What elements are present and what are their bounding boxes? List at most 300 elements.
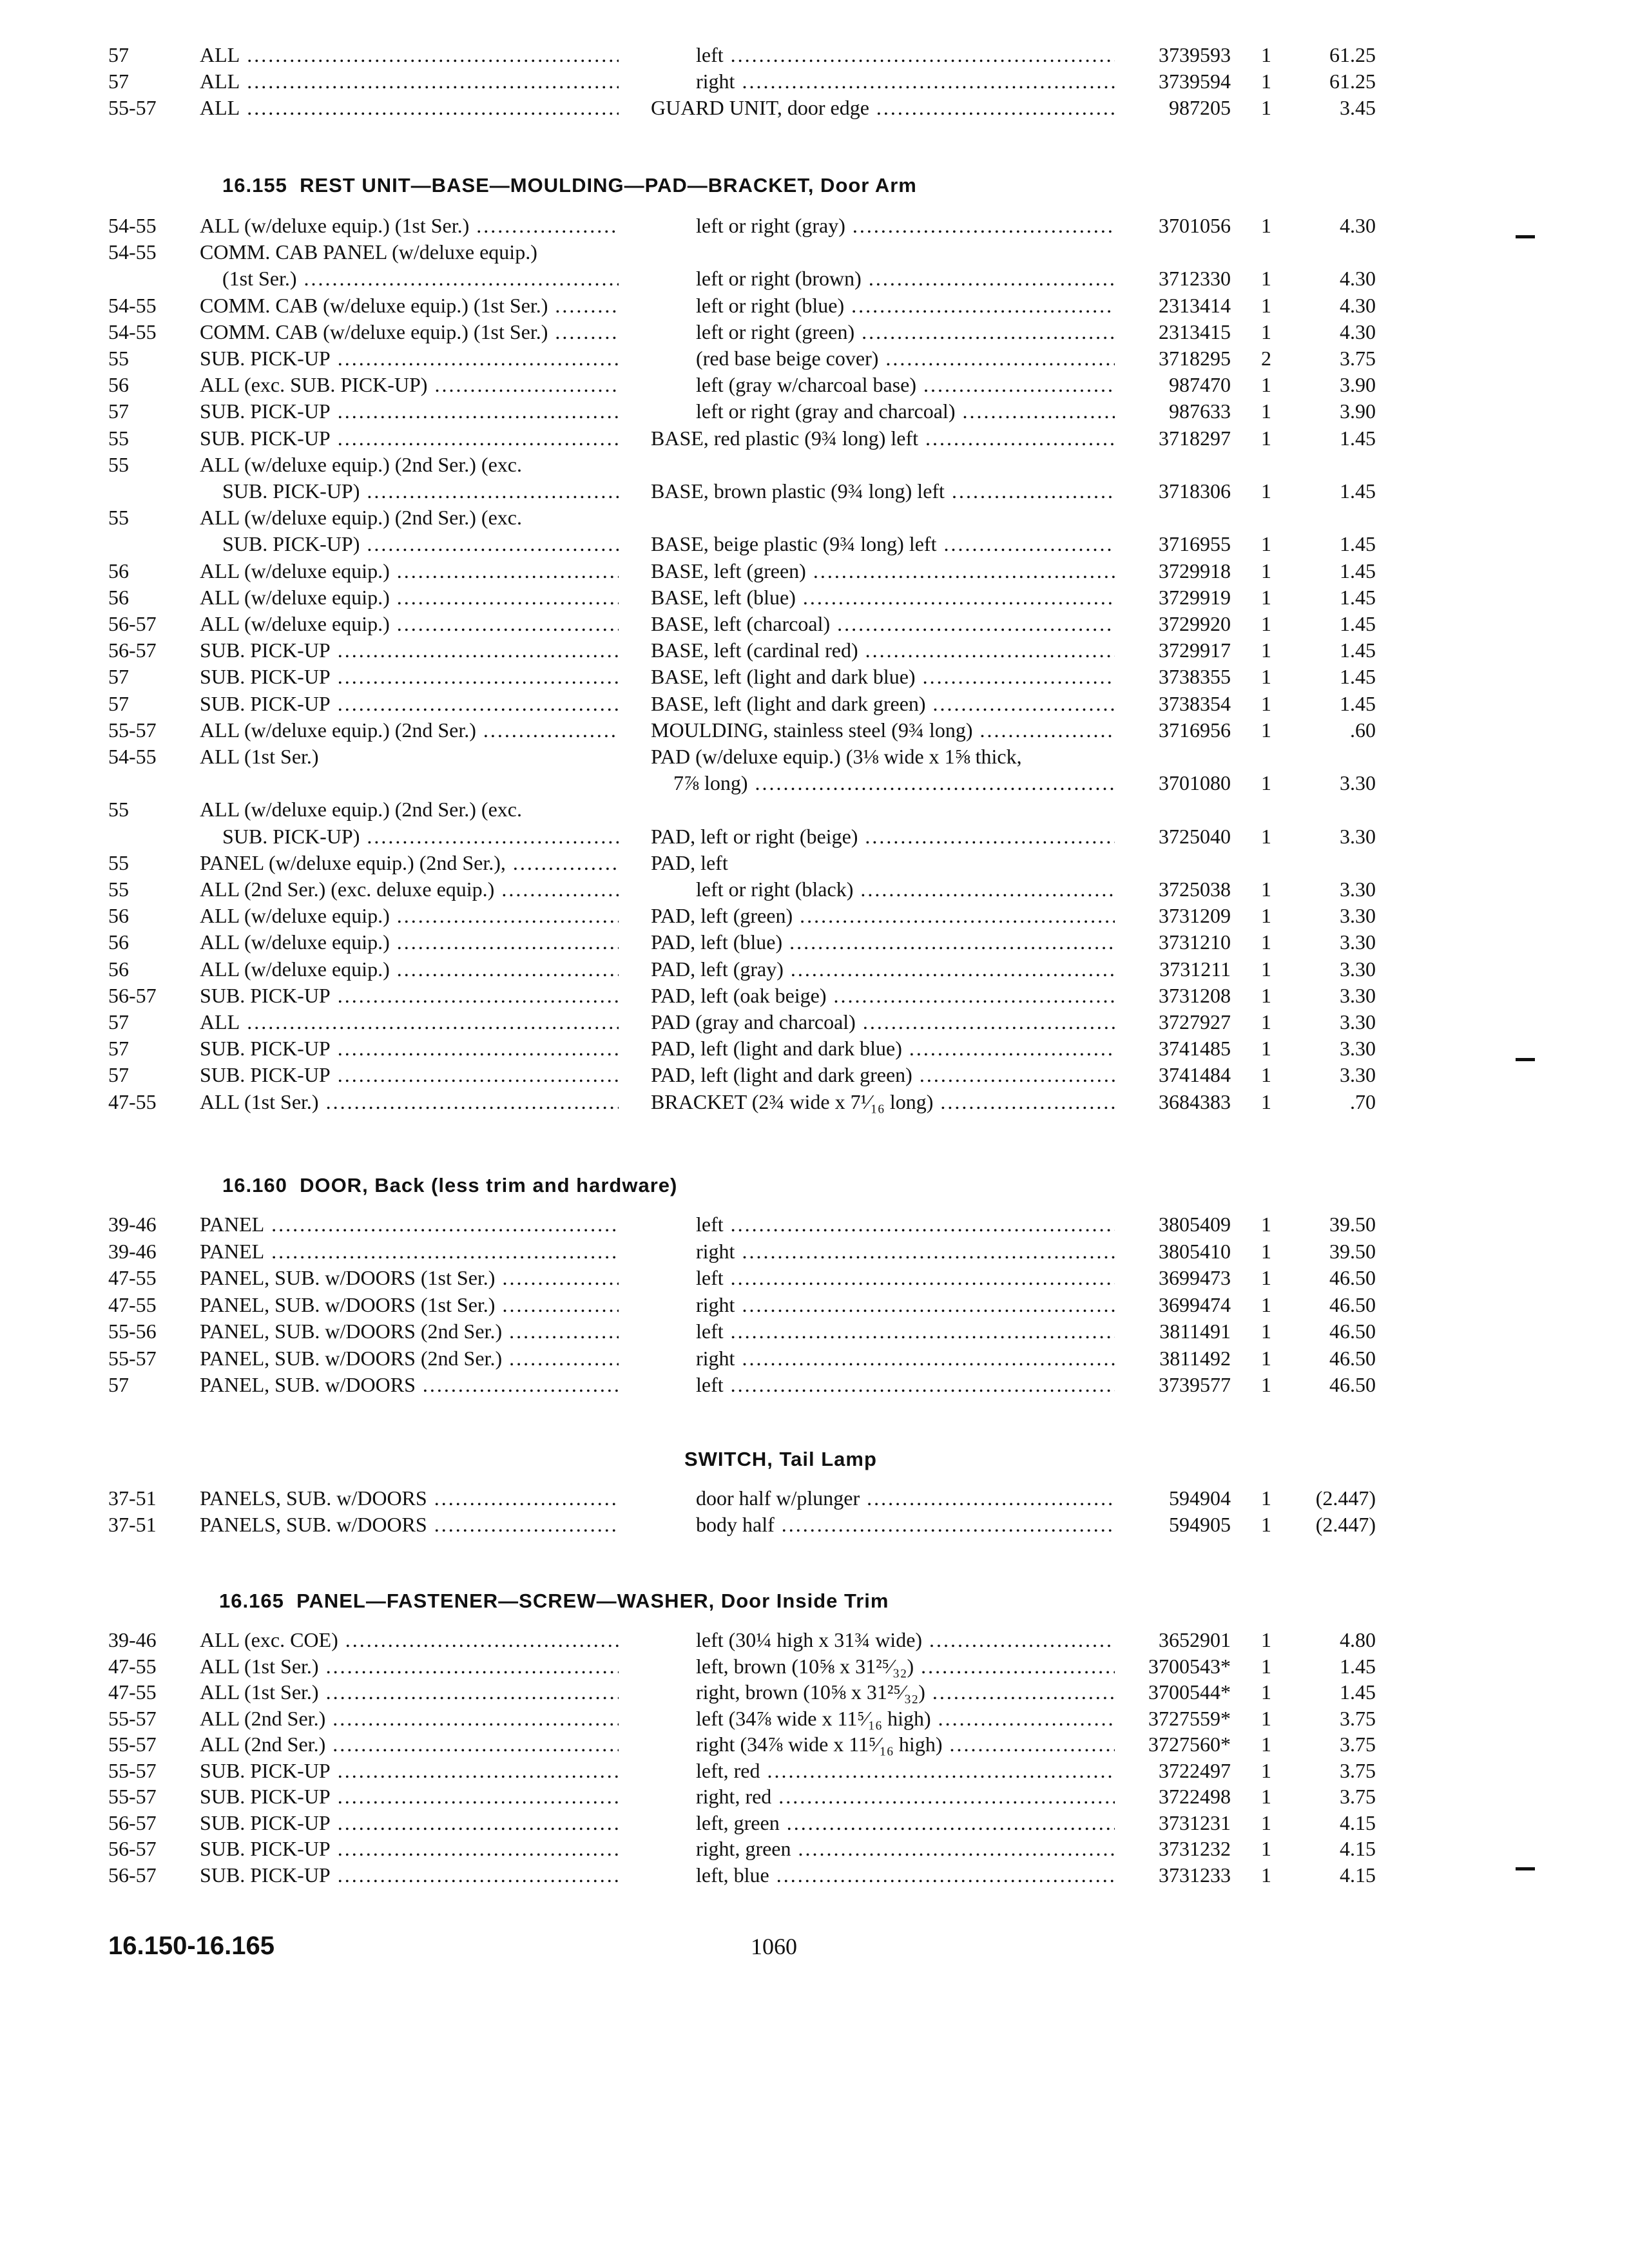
year-cell: 39-46 [108,1213,157,1236]
table-row [0,584,1629,611]
part-number-cell: 3741484 [1159,1063,1231,1087]
year-cell: 54-55 [108,240,157,264]
price-cell: (2.447) [1315,1513,1376,1536]
table-row [0,1009,1629,1035]
margin-mark [1516,1058,1535,1061]
year-cell: 56 [108,957,129,981]
price-cell: 1.45 [1340,612,1376,635]
description-cell: BASE, left (green) ..... [651,558,1115,584]
part-number-cell: 3699473 [1159,1266,1231,1289]
year-cell: 55 [108,506,129,530]
price-cell: 4.30 [1340,320,1376,343]
description-cell: right, green ..... [651,1836,1115,1862]
price-cell: 3.30 [1340,878,1376,901]
table-row [0,265,1629,292]
part-number-cell: 3712330 [1159,267,1231,291]
year-cell: 57 [108,43,129,66]
price-cell: 3.90 [1340,373,1376,397]
table-row [0,1627,1629,1653]
description-cell: left ..... [651,1265,1115,1291]
part-number-cell: 987205 [1169,96,1231,119]
year-cell: 54-55 [108,293,157,317]
price-cell: 3.30 [1340,1037,1376,1061]
year-cell: 54-55 [108,745,157,768]
model-cell: ALL (w/deluxe equip.) (2nd Ser.) ..... [200,717,619,744]
table-row [0,929,1629,956]
description-cell: PAD, left [651,850,728,874]
table-row [0,239,1629,265]
table-row [0,1758,1629,1784]
model-cell: COMM. CAB (w/deluxe equip.) (1st Ser.) ..... [200,293,619,319]
year-cell: 55-57 [108,1706,157,1730]
model-cell: SUB. PICK-UP ..... [200,691,619,717]
table-row [0,903,1629,929]
description-cell: PAD (w/deluxe equip.) (3⅛ wide x 1⅝ thick, [651,745,1022,768]
section-heading-16-160 [222,1173,677,1198]
price-cell: 3.45 [1340,96,1376,119]
table-row [0,717,1629,744]
quantity-cell: 1 [1261,1680,1271,1704]
quantity-cell: 1 [1261,824,1271,848]
part-number-cell: 3729917 [1159,639,1231,662]
description-cell: left or right (green) ..... [651,319,1115,345]
year-cell: 55 [108,426,129,450]
quantity-cell: 1 [1261,1239,1271,1263]
quantity-cell: 1 [1261,612,1271,635]
quantity-cell: 1 [1261,1837,1271,1860]
section-number: 16.155 [222,174,287,197]
table-row [0,213,1629,239]
price-cell: .60 [1350,718,1376,742]
part-number-cell: 3729918 [1159,559,1231,582]
year-cell: 39-46 [108,1628,157,1651]
price-cell: 4.80 [1340,1628,1376,1651]
quantity-cell: 1 [1261,320,1271,343]
price-cell: 3.75 [1340,1758,1376,1782]
year-cell: 56 [108,373,129,397]
table-row [0,956,1629,983]
description-cell: left, brown (10⅝ x 31²⁵⁄₃₂) ..... [651,1653,1115,1680]
description-cell: left, blue ..... [651,1862,1115,1888]
description-cell: left (34⅞ wide x 11⁵⁄₁₆ high) ..... [651,1706,1115,1732]
price-cell: 4.30 [1340,267,1376,291]
model-cell: ALL (1st Ser.) ..... [200,1089,619,1115]
description-cell: right (34⅞ wide x 11⁵⁄₁₆ high) ..... [651,1731,1115,1758]
table-row [0,1512,1629,1538]
year-cell: 57 [108,1037,129,1061]
table-row [0,637,1629,664]
model-cell: ALL (w/deluxe equip.) (2nd Ser.) (exc. [200,506,522,530]
part-number-cell: 3739577 [1159,1373,1231,1396]
price-cell: 3.30 [1340,1063,1376,1087]
section-title: REST UNIT—BASE—MOULDING—PAD—BRACKET, Door Arm [300,174,917,197]
description-cell: MOULDING, stainless steel (9¾ long) ..... [651,717,1115,744]
model-cell: ALL ..... [200,68,619,95]
description-cell: left (30¼ high x 31¾ wide) ..... [651,1627,1115,1653]
description-cell: right ..... [651,1345,1115,1372]
model-cell: SUB. PICK-UP ..... [200,425,619,452]
quantity-cell: 1 [1261,904,1271,928]
description-cell: PAD, left (light and dark blue) ..... [651,1035,1115,1062]
year-cell: 55-57 [108,1733,157,1756]
table-row [0,850,1629,876]
price-cell: 39.50 [1329,1239,1376,1263]
price-cell: 46.50 [1329,1320,1376,1343]
description-cell: right ..... [651,1238,1115,1265]
quantity-cell: 1 [1261,1733,1271,1756]
model-cell: ALL (w/deluxe equip.) ..... [200,584,619,611]
quantity-cell: 1 [1261,771,1271,795]
price-cell: .70 [1350,1090,1376,1113]
year-cell: 47-55 [108,1654,157,1678]
description-cell: right ..... [651,1292,1115,1318]
section-number: 16.160 [222,1174,287,1196]
quantity-cell: 1 [1261,930,1271,954]
year-cell: 55 [108,452,129,476]
part-number-cell: 3725038 [1159,878,1231,901]
year-cell: 56-57 [108,983,157,1007]
part-number-cell: 3729919 [1159,585,1231,609]
table-row [0,1318,1629,1345]
table-row [0,876,1629,903]
table-row [0,452,1629,478]
section-heading-16-165 [219,1588,889,1614]
quantity-cell: 1 [1261,1266,1271,1289]
quantity-cell: 1 [1261,1373,1271,1396]
description-cell: left or right (gray) ..... [651,213,1115,239]
table-row [0,1211,1629,1238]
model-cell: ALL (w/deluxe equip.) ..... [200,903,619,929]
part-number-cell: 3700543* [1148,1654,1231,1678]
model-cell: SUB. PICK-UP ..... [200,1836,619,1862]
table-row [0,1706,1629,1732]
description-cell: door half w/plunger ..... [651,1485,1115,1512]
year-cell: 55-57 [108,1346,157,1370]
quantity-cell: 1 [1261,1037,1271,1061]
year-cell: 37-51 [108,1513,157,1536]
year-cell: 47-55 [108,1293,157,1316]
year-cell: 39-46 [108,1239,157,1263]
quantity-cell: 1 [1261,691,1271,715]
part-number-cell: 2313415 [1159,320,1231,343]
model-cell: SUB. PICK-UP ..... [200,983,619,1009]
quantity-cell: 1 [1261,1346,1271,1370]
model-cell: PANEL, SUB. w/DOORS (2nd Ser.) ..... [200,1345,619,1372]
table-row [0,293,1629,319]
table-row [0,691,1629,717]
model-cell: SUB. PICK-UP) ..... [200,531,619,557]
year-cell: 57 [108,1010,129,1033]
part-number-cell: 3738355 [1159,665,1231,689]
model-cell: SUB. PICK-UP ..... [200,1810,619,1836]
model-cell: ALL (1st Ser.) [200,745,319,768]
price-cell: 3.30 [1340,904,1376,928]
price-cell: 4.15 [1340,1837,1376,1860]
table-row [0,796,1629,823]
quantity-cell: 1 [1261,665,1271,689]
year-cell: 54-55 [108,214,157,237]
year-cell: 56 [108,930,129,954]
section-title: SWITCH, Tail Lamp [684,1448,877,1470]
model-cell: ALL (w/deluxe equip.) ..... [200,956,619,983]
model-cell: ALL ..... [200,95,619,121]
model-cell: SUB. PICK-UP ..... [200,398,619,425]
part-number-cell: 594904 [1169,1486,1231,1510]
price-cell: 3.30 [1340,983,1376,1007]
price-cell: 4.15 [1340,1863,1376,1887]
quantity-cell: 1 [1261,1293,1271,1316]
table-row [0,1292,1629,1318]
description-cell: BASE, red plastic (9¾ long) left ..... [651,425,1115,452]
part-number-cell: 3731211 [1159,957,1231,981]
part-number-cell: 3699474 [1159,1293,1231,1316]
part-number-cell: 3725040 [1159,824,1231,848]
quantity-cell: 1 [1261,479,1271,503]
description-cell: GUARD UNIT, door edge ..... [651,95,1115,121]
section-heading-16-155 [222,173,917,198]
part-number-cell: 3731210 [1159,930,1231,954]
quantity-cell: 1 [1261,96,1271,119]
price-cell: 3.30 [1340,930,1376,954]
model-cell: COMM. CAB PANEL (w/deluxe equip.) [200,240,537,264]
part-number-cell: 3741485 [1159,1037,1231,1061]
description-cell: BASE, left (charcoal) ..... [651,611,1115,637]
model-cell: SUB. PICK-UP) ..... [200,478,619,505]
quantity-cell: 1 [1261,1863,1271,1887]
quantity-cell: 1 [1261,532,1271,556]
year-cell: 56 [108,585,129,609]
part-number-cell: 3722498 [1159,1785,1231,1808]
table-row [0,319,1629,345]
model-cell: COMM. CAB (w/deluxe equip.) (1st Ser.) ..... [200,319,619,345]
description-cell: BASE, left (light and dark blue) ..... [651,664,1115,690]
model-cell: SUB. PICK-UP ..... [200,1035,619,1062]
part-number-cell: 3811491 [1159,1320,1231,1343]
table-row [0,1653,1629,1680]
table-row [0,1345,1629,1372]
section-number: 16.165 [219,1590,284,1612]
price-cell: 39.50 [1329,1213,1376,1236]
description-cell: BASE, left (cardinal red) ..... [651,637,1115,664]
description-cell: right, brown (10⅝ x 31²⁵⁄₃₂) ..... [651,1679,1115,1706]
description-cell: left ..... [651,1372,1115,1398]
section-heading-switch [684,1446,877,1472]
part-number-cell: 3811492 [1159,1346,1231,1370]
margin-mark [1516,1867,1535,1870]
margin-mark [1516,235,1535,238]
price-cell: 3.90 [1340,399,1376,423]
table-row [0,823,1629,850]
model-cell: ALL ..... [200,1009,619,1035]
description-cell: left ..... [651,42,1115,68]
model-cell: PANEL, SUB. w/DOORS (1st Ser.) ..... [200,1265,619,1291]
model-cell: SUB. PICK-UP ..... [200,664,619,690]
year-cell: 47-55 [108,1266,157,1289]
table-row [0,1035,1629,1062]
part-number-cell: 3729920 [1159,612,1231,635]
table-row [0,372,1629,398]
table-row [0,42,1629,68]
quantity-cell: 1 [1261,718,1271,742]
model-cell: ALL (w/deluxe equip.) ..... [200,558,619,584]
part-number-cell: 3731208 [1159,983,1231,1007]
description-cell: BASE, left (light and dark green) ..... [651,691,1115,717]
year-cell: 55-57 [108,1758,157,1782]
year-cell: 57 [108,70,129,93]
table-row [0,1238,1629,1265]
price-cell: 1.45 [1340,1654,1376,1678]
part-number-cell: 3716956 [1159,718,1231,742]
part-number-cell: 987470 [1169,373,1231,397]
price-cell: 46.50 [1329,1293,1376,1316]
model-cell: ALL (2nd Ser.) ..... [200,1706,619,1732]
part-number-cell: 2313414 [1159,293,1231,317]
model-cell: ALL (2nd Ser.) (exc. deluxe equip.) ..... [200,876,619,903]
table-row [0,425,1629,452]
price-cell: 46.50 [1329,1266,1376,1289]
table-row [0,505,1629,531]
model-cell: SUB. PICK-UP) ..... [200,823,619,850]
table-row [0,1862,1629,1888]
year-cell: 56 [108,559,129,582]
year-cell: 55 [108,850,129,874]
model-cell: ALL (w/deluxe equip.) ..... [200,929,619,956]
quantity-cell: 1 [1261,70,1271,93]
model-cell: ALL (exc. COE) ..... [200,1627,619,1653]
year-cell: 57 [108,691,129,715]
quantity-cell: 1 [1261,585,1271,609]
year-cell: 56-57 [108,1837,157,1860]
part-number-cell: 3684383 [1159,1090,1231,1113]
description-cell: left ..... [651,1318,1115,1345]
model-cell: ALL (w/deluxe equip.) (2nd Ser.) (exc. [200,452,522,476]
quantity-cell: 1 [1261,957,1271,981]
description-cell: (red base beige cover) ..... [651,345,1115,372]
year-cell: 55-57 [108,96,157,119]
description-cell: left or right (black) ..... [651,876,1115,903]
price-cell: 3.75 [1340,347,1376,370]
description-cell: left or right (brown) ..... [651,265,1115,292]
part-number-cell: 3718306 [1159,479,1231,503]
part-number-cell: 3739594 [1159,70,1231,93]
quantity-cell: 1 [1261,1758,1271,1782]
price-cell: 1.45 [1340,665,1376,689]
part-number-cell: 3731231 [1159,1811,1231,1834]
part-number-cell: 3718297 [1159,426,1231,450]
price-cell: 3.30 [1340,771,1376,795]
quantity-cell: 1 [1261,639,1271,662]
year-cell: 55-56 [108,1320,157,1343]
price-cell: 3.30 [1340,824,1376,848]
part-number-cell: 3701056 [1159,214,1231,237]
description-cell: left or right (gray and charcoal) ..... [651,398,1115,425]
table-row [0,558,1629,584]
year-cell: 55 [108,878,129,901]
description-cell: PAD (gray and charcoal) ..... [651,1009,1115,1035]
price-cell: 3.75 [1340,1706,1376,1730]
quantity-cell: 1 [1261,1785,1271,1808]
table-row [0,531,1629,557]
description-cell: PAD, left (green) ..... [651,903,1115,929]
model-cell: PANEL ..... [200,1211,619,1238]
description-cell: body half ..... [651,1512,1115,1538]
table-row [0,1679,1629,1706]
quantity-cell: 1 [1261,1063,1271,1087]
table-row [0,1265,1629,1291]
description-cell: left or right (blue) ..... [651,293,1115,319]
quantity-cell: 1 [1261,878,1271,901]
model-cell: ALL (1st Ser.) ..... [200,1653,619,1680]
year-cell: 57 [108,1373,129,1396]
quantity-cell: 1 [1261,293,1271,317]
quantity-cell: 1 [1261,214,1271,237]
model-cell: ALL (1st Ser.) ..... [200,1679,619,1706]
quantity-cell: 1 [1261,1811,1271,1834]
part-number-cell: 3700544* [1148,1680,1231,1704]
table-row [0,68,1629,95]
table-row [0,345,1629,372]
model-cell: PANEL, SUB. w/DOORS (1st Ser.) ..... [200,1292,619,1318]
part-number-cell: 3738354 [1159,691,1231,715]
model-cell: PANEL, SUB. w/DOORS (2nd Ser.) ..... [200,1318,619,1345]
table-row [0,1062,1629,1088]
description-cell: PAD, left or right (beige) ..... [651,823,1115,850]
table-row [0,664,1629,690]
model-cell: SUB. PICK-UP ..... [200,1862,619,1888]
table-row [0,744,1629,770]
description-cell: BASE, left (blue) ..... [651,584,1115,611]
year-cell: 37-51 [108,1486,157,1510]
quantity-cell: 1 [1261,399,1271,423]
year-cell: 54-55 [108,320,157,343]
year-cell: 55 [108,347,129,370]
model-cell: ALL (w/deluxe equip.) ..... [200,611,619,637]
description-cell: right, red ..... [651,1783,1115,1810]
year-cell: 56-57 [108,1863,157,1887]
table-row [0,398,1629,425]
quantity-cell: 1 [1261,559,1271,582]
model-cell: ALL (2nd Ser.) ..... [200,1731,619,1758]
quantity-cell: 1 [1261,983,1271,1007]
description-cell: PAD, left (oak beige) ..... [651,983,1115,1009]
price-cell: 4.15 [1340,1811,1376,1834]
price-cell: 1.45 [1340,532,1376,556]
description-cell: left ..... [651,1211,1115,1238]
year-cell: 56-57 [108,612,157,635]
description-cell: PAD, left (gray) ..... [651,956,1115,983]
quantity-cell: 1 [1261,1320,1271,1343]
table-row [0,611,1629,637]
part-number-cell: 3731232 [1159,1837,1231,1860]
price-cell: 46.50 [1329,1373,1376,1396]
section-title: DOOR, Back (less trim and hardware) [300,1174,678,1196]
year-cell: 55-57 [108,718,157,742]
model-cell: ALL (w/deluxe equip.) (1st Ser.) ..... [200,213,619,239]
part-number-cell: 3718295 [1159,347,1231,370]
description-cell: BASE, brown plastic (9¾ long) left ..... [651,478,1115,505]
model-cell: ALL ..... [200,42,619,68]
year-cell: 47-55 [108,1680,157,1704]
description-cell: PAD, left (light and dark green) ..... [651,1062,1115,1088]
table-row [0,983,1629,1009]
price-cell: 1.45 [1340,1680,1376,1704]
price-cell: (2.447) [1315,1486,1376,1510]
price-cell: 1.45 [1340,426,1376,450]
price-cell: 1.45 [1340,585,1376,609]
quantity-cell: 2 [1261,347,1271,370]
model-cell: SUB. PICK-UP ..... [200,345,619,372]
table-row [0,1485,1629,1512]
